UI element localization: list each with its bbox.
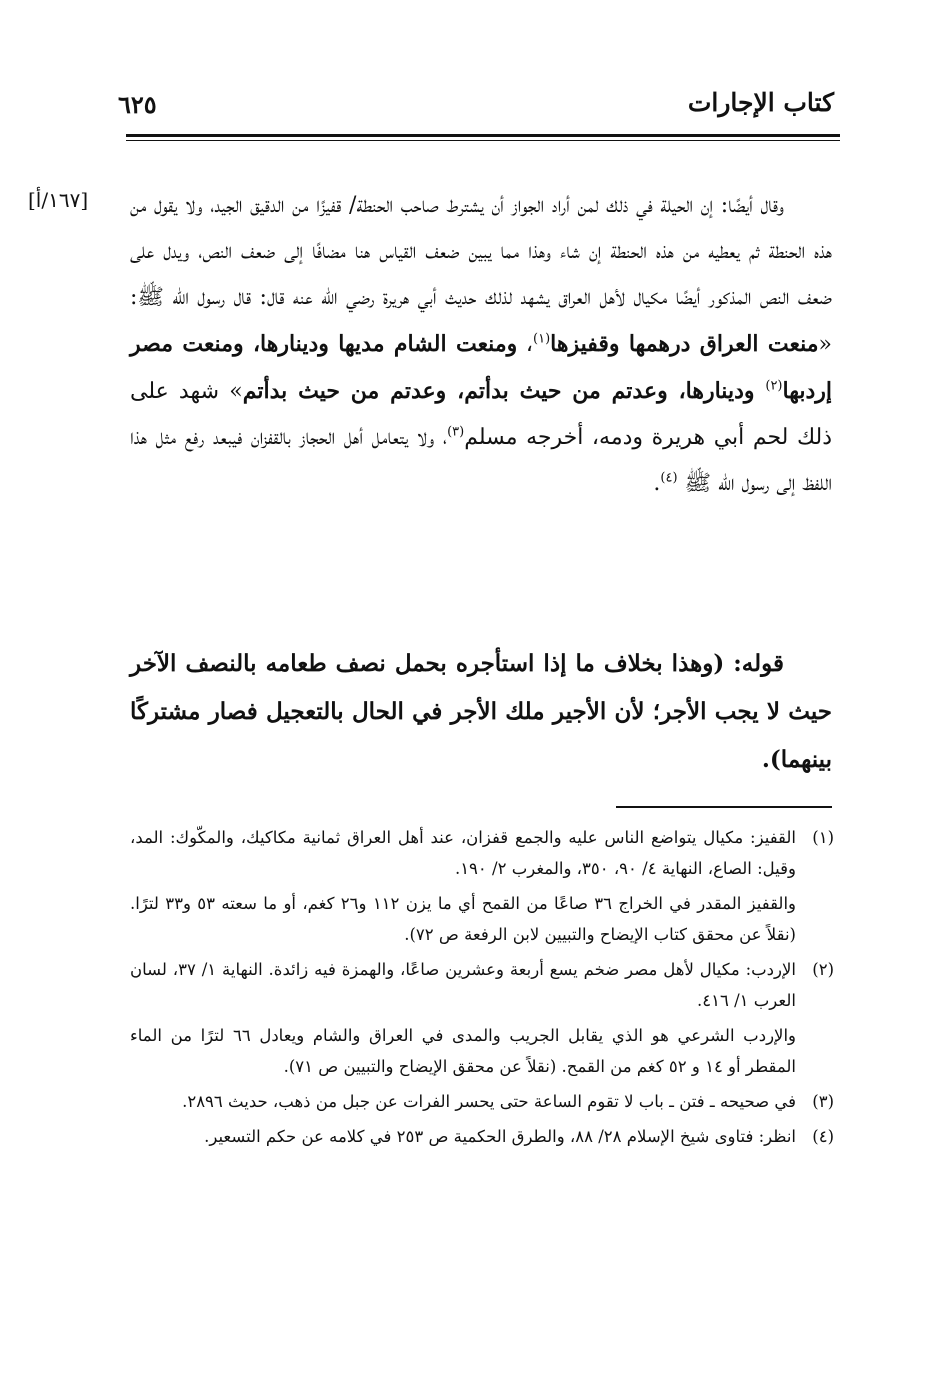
text-run: . — [653, 471, 661, 496]
quote-text: (وهذا بخلاف ما إذا استأجره بحمل نصف طعامه بالنصف الآخر حيث لا يجب الأجر؛ لأن الأجير ملك الأجر في الحال بالتعجيل فصار مشتركًا بينهما). — [130, 650, 832, 773]
hadith-bold-run: منعت العراق درهمها وقفيزها — [550, 331, 819, 357]
footnote — [130, 1086, 834, 1117]
footnote-text: انظر: فتاوى شيخ الإسلام ٢٨/ ٨٨، والطرق الحكمية ص ٢٥٣ في كلامه عن حكم التسعير. — [204, 1127, 796, 1146]
footnote-text: القفيز: مكيال يتواضع الناس عليه والجمع قفزان، عند أهل العراق ثمانية مكاكيك، والمكّوك: المد، وقيل: الصاع، النهاية ٤/ ٩٠، ٣٥٠، والمغرب ٢/ ١٩٠. — [130, 828, 796, 878]
text-run: ، — [517, 332, 534, 357]
footnote-marker: (٢) — [765, 378, 783, 394]
footnote — [130, 822, 834, 884]
paragraph-quote — [130, 640, 832, 784]
footnote-marker: (١) — [533, 331, 551, 347]
footnote-marker: (٤) — [660, 470, 678, 486]
page-number: ٦٢٥ — [118, 90, 157, 119]
footnote-number: (٢) — [812, 960, 834, 979]
footnotes — [130, 822, 834, 1156]
hadith-bold-run: ودينارها، وعدتم من حيث بدأتم، وعدتم من حيث بدأتم — [242, 378, 766, 404]
text-run: ، ولا يتعامل أهل الحجاز بالقفزان فيبعد رفع مثل هذا اللفظ إلى رسول الله ﷺ — [130, 425, 832, 496]
footnote-text: الإردب: مكيال لأهل مصر ضخم يسع أربعة وعشرين صاعًا، والهمزة فيه زائدة. النهاية ١/ ٣٧، لسان العرب ١/ ٤١٦. — [130, 960, 796, 1010]
footnote-number: (١) — [812, 828, 834, 847]
footnote-continuation: والقفيز المقدر في الخراج ٣٦ صاعًا من القمح أي ما يزن ١١٢ و٢٦ كغم، أو ما سعته ٥٣ و٣٣ لترًا. (نقلاً عن محقق كتاب الإيضاح والتبيين لابن الرفعة ص ٧٢). — [130, 894, 797, 944]
footnote-text: في صحيحه ـ فتن ـ باب لا تقوم الساعة حتى يحسر الفرات عن جبل من ذهب، حديث ٢٨٩٦. — [182, 1092, 796, 1111]
footnote-continuation: والإردب الشرعي هو الذي يقابل الجريب والمدى في العراق والشام ويعادل ٦٦ لترًا من الماء المقطر أو ١٤ و ٥٢ كغم من القمح. (نقلاً عن محقق الإيضاح والتبيين ص ٧١). — [130, 1026, 796, 1076]
hadith-bold-run: ومنعت الشام مديها ودينارها، ومنعت مصر إردبها — [130, 331, 832, 404]
running-header-title: كتاب الإجارات — [687, 88, 834, 117]
quoted-text-block — [130, 640, 832, 784]
header-rule-thick — [126, 134, 840, 137]
footnote-separator — [616, 806, 832, 808]
footnote — [130, 1121, 834, 1152]
manuscript-folio-reference: [١٦٧/أ] — [28, 188, 89, 212]
quote-label: قوله: — [724, 650, 784, 677]
paragraph-hadith — [130, 183, 832, 507]
main-text — [130, 183, 832, 507]
text-run: » شهد على ذلك لحم أبي هريرة ودمه، أخرجه مسلم — [130, 379, 832, 450]
header-rule-thin — [126, 140, 840, 141]
footnote-number: (٣) — [812, 1092, 834, 1111]
footnote — [130, 954, 834, 1016]
text-run: وقال أيضًا: إن الحيلة في ذلك لمن أراد الجواز أن يشترط صاحب الحنطة/ قفيزًا من الدقيق الجيد، ولا يقول من هذه الحنطة ثم يعطيه من هذه الحنطة إن شاء وهذا مما يبين ضعف القياس هنا مضافًا إلى ضعف النص، ويدل على ضعف النص المذكور أيضًا مكيال لأهل العراق يشهد لذلك حديث أبي هريرة رضي الله عنه قال: قال رسول الله ﷺ: « — [130, 193, 832, 357]
footnote-number: (٤) — [812, 1127, 834, 1146]
footnote-marker: (٣) — [447, 424, 465, 440]
